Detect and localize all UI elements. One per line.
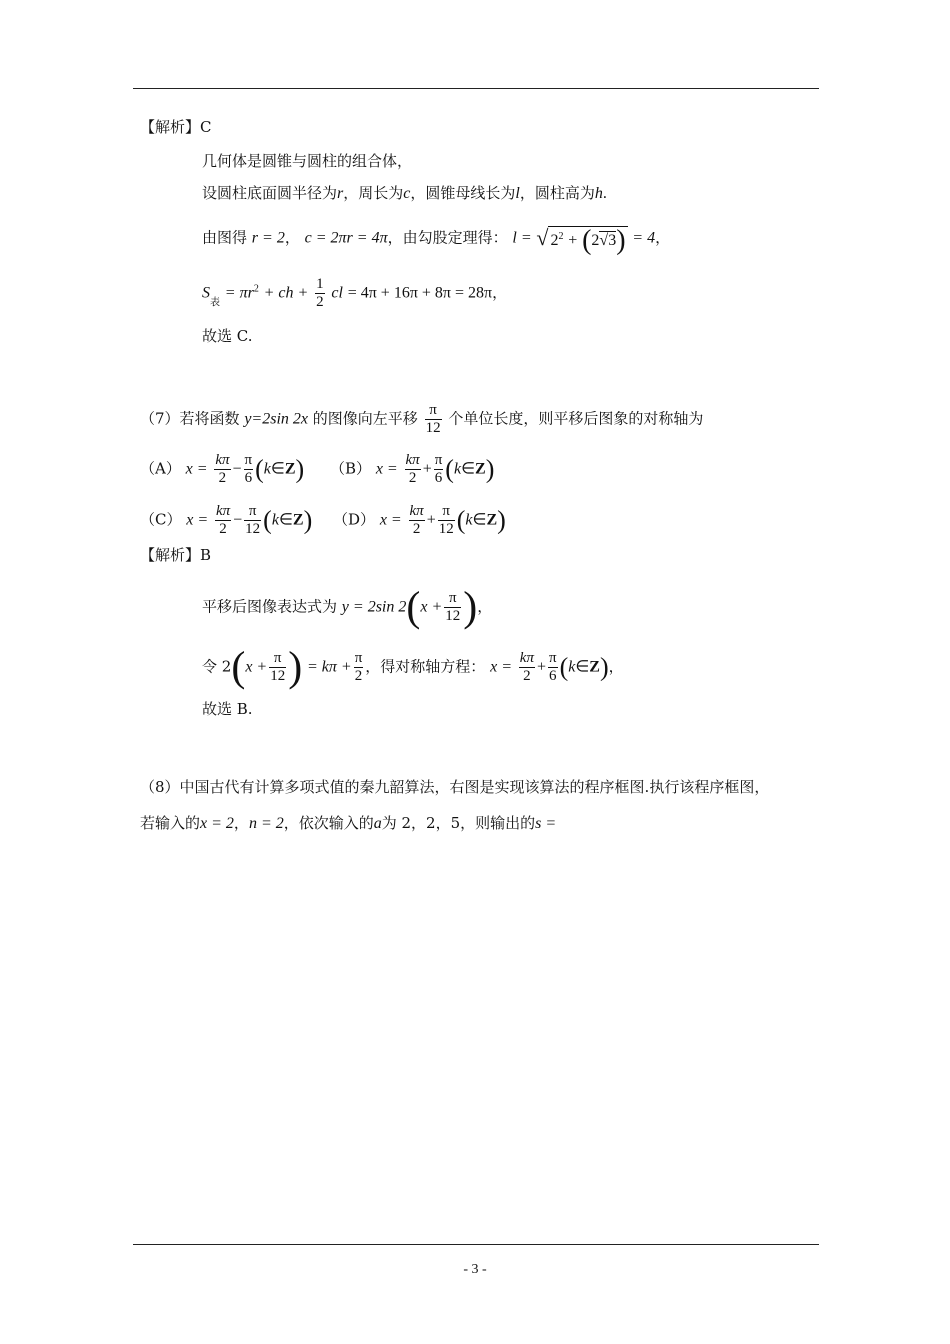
solution-6-line-1 [202,151,412,171]
exponent: 2 [253,283,259,295]
solution-label: 【解析】C [140,118,212,136]
text: ， [608,657,624,676]
operator: ∈ [278,511,293,529]
equation: = 4 [632,229,656,247]
denominator: 12 [270,668,286,684]
solution-7-conclusion [202,699,253,719]
equation: s = [535,815,557,832]
text: 为 2，2，5，则输出的 [381,814,536,832]
fraction [548,650,558,685]
numerator: 1 [316,276,324,292]
integers-symbol: Z [284,460,296,478]
equation: = kπ + [307,658,352,676]
operator: + [426,511,436,529]
subscript: 表 [210,297,220,309]
text: . [602,185,607,202]
solution-7-line-2: 令 2(x + $\frac{\pi}{12}$ ) = kπ + $\frac{\pi}{2}$ ，得对称轴方程： x = $\frac{k\pi}{2}$ + $\frac{\pi}{6}$ (k∈Z)， [202,644,624,691]
solution-7-line-1: 平移后图像表达式为 y = 2sin 2(x + $\frac{\pi}{12}$ )， [202,584,493,631]
page-number: - 3 - [463,1262,487,1277]
text: 若输入的 [140,814,201,832]
equation: x = [379,511,402,529]
denominator: 12 [438,521,454,537]
var-c: c [403,185,411,202]
denominator: 2 [219,521,227,537]
equation: + ch + [263,284,309,302]
solution-7-heading [140,545,211,565]
text: 由图得 [202,228,248,247]
integers-symbol: Z [589,658,600,676]
solution-6-line-4 [202,276,507,314]
denominator: 2 [412,521,421,537]
solution-6-line-2 [202,183,607,204]
integers-symbol: Z [486,511,498,529]
fraction [444,590,461,625]
option-c: （C） x = $\frac{k\pi}{2}$ − $\frac{\pi}{12}$ (k∈Z) [140,503,313,537]
question-number: （7）若将函数 [140,409,240,428]
var-k: k [263,460,271,478]
text: ， [284,228,300,247]
denominator: 12 [425,420,441,436]
equation: r = 2 [251,229,285,247]
text: ，圆锥母线长为 [410,184,516,202]
fraction [269,650,286,685]
var-k: k [568,658,576,676]
sqrt-expression: √ $2^2 + (2√3)$ [536,225,626,256]
denominator: 2 [354,668,363,684]
numerator: π [438,503,455,521]
question-8-line-1 [140,777,769,797]
text: 个单位长度，则平移后图象的对称轴为 [448,409,704,428]
option-label: （A） [140,459,181,478]
denominator: 6 [549,668,557,684]
fraction [434,452,444,487]
fraction [425,402,442,437]
operator: + [422,460,432,478]
equation: y = 2sin 2 [341,598,407,616]
var-k: k [465,511,473,529]
denominator: 12 [245,521,261,537]
var-S: S [202,284,210,302]
solution-6-heading [140,117,211,137]
text: ， [492,283,508,302]
numerator: kπ [215,452,230,468]
var-r: r [337,185,344,202]
fraction [215,503,231,538]
text: ，周长为 [343,184,404,202]
denominator: 2 [523,668,531,684]
numerator: π [434,452,443,468]
var-k: k [453,460,462,478]
text: ， [477,597,493,616]
numerator: π [244,503,261,521]
numerator: π [244,452,253,468]
equation: c = 2πr = 4π [304,229,388,247]
text: 的图像向左平移 [312,409,418,428]
text: 平移后图像表达式为 [202,597,338,616]
question-8-line-2 [140,813,556,834]
exponent: 2 [558,231,564,242]
numerator: kπ [215,503,231,519]
numerator: π [444,590,461,608]
operator: + [568,232,578,249]
numerator: π [549,650,557,666]
question-7-stem [140,402,703,437]
text: 故选 B. [202,700,253,718]
numerator: kπ [405,452,420,468]
header-rule [133,88,819,89]
var-a: a [373,815,382,832]
operator: − [233,511,243,529]
option-label: （B） [330,459,372,478]
number: 3 [608,232,617,249]
fraction [315,276,325,311]
number: 2 [591,232,600,249]
operator: ∈ [270,460,285,478]
text: 令 2 [202,657,232,676]
equation: = 4π + 16π + 8π = 28π [347,284,493,302]
fraction [214,452,230,487]
fraction [405,452,421,487]
equation: l = [512,229,532,247]
text: ， [233,814,249,832]
fraction [354,650,364,685]
fraction [244,503,261,538]
numerator: kπ [409,503,424,519]
denominator: 6 [244,470,253,486]
equation: x = 2 [200,815,234,832]
solution-6-line-3 [202,225,671,256]
operator: + [536,658,546,676]
var-k: k [271,511,279,529]
integers-symbol: Z [475,460,486,478]
function: y=2sin 2x [244,410,308,428]
numerator: π [354,650,363,666]
option-b: （B） x = $\frac{k\pi}{2}$ + $\frac{\pi}{6}$ (k∈Z) [330,452,495,486]
number: 2 [550,232,559,249]
text: ，依次输入的 [283,814,374,832]
integers-symbol: Z [292,511,304,529]
option-a: （A） x = $\frac{k\pi}{2}$ − $\frac{\pi}{6}$ (k∈Z) [140,452,305,486]
denominator: 2 [408,470,417,486]
denominator: 2 [218,470,227,486]
operator: − [232,460,242,478]
footer-rule [133,1244,819,1245]
denominator: 12 [445,608,461,624]
text: 几何体是圆锥与圆柱的组合体， [202,152,413,170]
operator: ∈ [575,658,590,676]
option-label: （C） [140,510,182,529]
fraction [438,503,455,538]
numerator: π [425,402,442,420]
equation: x = [185,460,208,478]
equation: x = [186,511,209,529]
equation: cl [331,284,343,302]
operator: ∈ [461,460,476,478]
numerator: kπ [519,650,534,666]
operator: ∈ [472,511,487,529]
var-h: h [594,185,603,202]
text: ， [655,228,671,247]
text: ，由勾股定理得： [387,228,508,247]
text: 故选 C. [202,327,253,345]
text: ，圆柱高为 [519,184,595,202]
fraction [519,650,535,685]
option-label: （D） [333,510,376,529]
text: ，得对称轴方程： [365,657,486,676]
denominator: 2 [316,294,324,310]
equation: n = 2 [248,815,284,832]
equation: x = [375,460,398,478]
equation: x + [420,598,443,616]
option-d: （D） x = $\frac{k\pi}{2}$ + $\frac{\pi}{12}$ (k∈Z) [333,503,506,537]
var-l: l [515,185,520,202]
text: （8）中国古代有计算多项式值的秦九韶算法，右图是实现该算法的程序框图.执行该程序框图， [140,778,770,796]
denominator: 6 [434,470,443,486]
fraction [409,503,425,538]
text: 设圆柱底面圆半径为 [202,184,338,202]
fraction [244,452,254,487]
solution-label: 【解析】B [140,546,212,564]
equation: = πr [224,284,254,302]
numerator: π [269,650,286,668]
equation: x = [490,658,512,676]
equation: x + [245,658,268,676]
solution-6-conclusion [202,326,252,346]
